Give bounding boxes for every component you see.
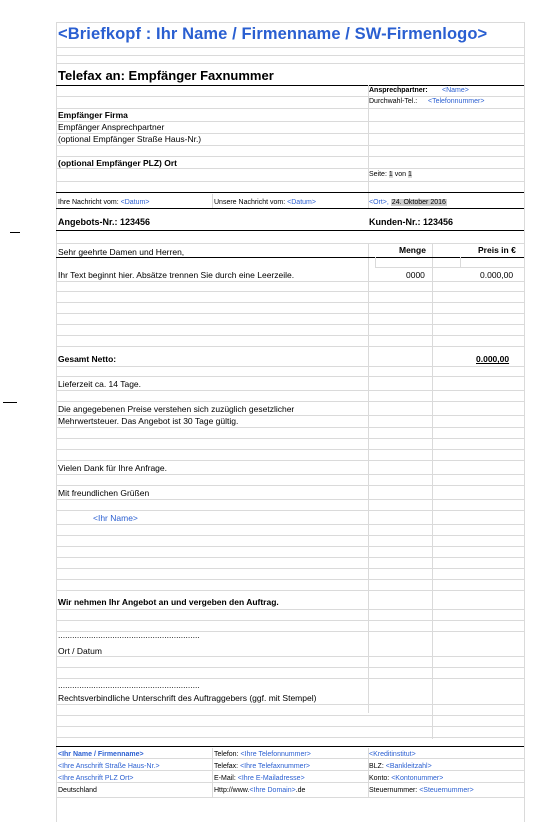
footer-web-suffix: .de xyxy=(295,787,306,794)
recipient-street: (optional Empfänger Straße Haus-Nr.) xyxy=(58,134,202,144)
signature-label: Rechtsverbindliche Unterschrift des Auftraggebers (ggf. mit Stempel) xyxy=(58,693,317,703)
footer-street: <Ihre Anschrift Straße Haus-Nr.> xyxy=(58,763,160,770)
total-label: Gesamt Netto: xyxy=(58,354,117,364)
footer-fax-value: <Ihre Telefaxnummer> xyxy=(240,763,310,770)
footer-company: <Ihr Name / Firmenname> xyxy=(58,751,144,758)
footer-phone-label: Telefon: xyxy=(214,751,239,758)
footer-bank: <Kreditinstitut> xyxy=(369,751,416,758)
footer-city: <Ihre Anschrift PLZ Ort> xyxy=(58,775,134,782)
footer-web-value: <Ihre Domain> xyxy=(249,787,296,794)
page-total: 1 xyxy=(407,171,412,178)
place-date-label: Ort / Datum xyxy=(58,646,102,656)
delivery-time: Lieferzeit ca. 14 Tage. xyxy=(58,379,142,389)
row1-price: 0.000,00 xyxy=(480,270,514,280)
footer-account-value: <Kontonummer> xyxy=(391,775,444,782)
contact-person-value: <Name> xyxy=(442,87,469,94)
footer-blz-value: <Bankleitzahl> xyxy=(385,763,432,770)
footer-email-value: <Ihre E-Mailadresse> xyxy=(237,775,305,782)
row1-text: Ihr Text beginnt hier. Absätze trennen Sie durch eine Leerzeile. xyxy=(58,270,295,280)
recipient-person: Empfänger Ansprechpartner xyxy=(58,122,165,132)
grid-left-border xyxy=(56,22,57,822)
footer-tax-label: Steuernummer: xyxy=(369,787,418,794)
ref-our-message-value: <Datum> xyxy=(287,199,316,206)
page-current: 1 xyxy=(388,171,393,178)
footer-tax-value: <Steuernummer> xyxy=(419,787,474,794)
footer-blz-label: BLZ: xyxy=(369,763,384,770)
ref-place: <Ort>, xyxy=(369,199,389,206)
footer-email-label: E-Mail: xyxy=(214,775,236,782)
place-date-dots: ............................................................ xyxy=(58,630,200,640)
acceptance-heading: Wir nehmen Ihr Angebot an und vergeben den Auftrag. xyxy=(58,597,279,607)
prices-note-line1: Die angegebenen Preise verstehen sich zuzüglich gesetzlicher xyxy=(58,404,295,414)
contact-phone-label: Durchwahl-Tel.: xyxy=(369,98,418,105)
col-quantity-header: Menge xyxy=(399,245,426,255)
footer-fax-label: Telefax: xyxy=(214,763,239,770)
row1-quantity: 0000 xyxy=(406,270,425,280)
page-of: von xyxy=(394,171,407,178)
ref-date: 24. Oktober 2016 xyxy=(391,199,446,206)
footer-fax xyxy=(214,763,310,770)
ref-your-message-label: Ihre Nachricht vom: xyxy=(58,199,119,206)
fold-mark xyxy=(10,232,20,233)
contact-phone-value: <Telefonnummer> xyxy=(428,98,485,105)
letterhead-title: <Briefkopf : Ihr Name / Firmenname / SW-Firmenlogo> xyxy=(58,25,488,43)
footer-account-label: Konto: xyxy=(369,775,390,782)
col-price-header: Preis in € xyxy=(478,245,516,255)
salutation: Sehr geehrte Damen und Herren, xyxy=(58,247,185,257)
ref-our-message xyxy=(214,199,316,206)
offer-number: Angebots-Nr.: 123456 xyxy=(58,217,151,227)
footer-blz xyxy=(369,763,432,770)
recipient-city: (optional Empfänger PLZ) Ort xyxy=(58,158,177,168)
contact-person-label: Ansprechpartner: xyxy=(369,87,428,94)
customer-number: Kunden-Nr.: 123456 xyxy=(369,217,454,227)
ref-place-date xyxy=(369,199,447,206)
greeting-text: Mit freundlichen Grüßen xyxy=(58,488,150,498)
footer-phone-value: <Ihre Telefonnummer> xyxy=(240,751,311,758)
footer-email xyxy=(214,775,305,782)
page-number xyxy=(369,171,412,178)
total-value: 0.000,00 xyxy=(476,354,510,364)
ref-your-message xyxy=(58,199,149,206)
grid-right-border xyxy=(524,22,525,822)
ref-our-message-label: Unsere Nachricht vom: xyxy=(214,199,286,206)
fax-heading: Telefax an: Empfänger Faxnummer xyxy=(58,68,274,83)
punch-mark xyxy=(3,402,17,403)
footer-tax xyxy=(369,787,474,794)
signature-name: <Ihr Name> xyxy=(93,513,138,523)
page-label: Seite: xyxy=(369,171,387,178)
ref-your-message-value: <Datum> xyxy=(120,199,150,206)
footer-phone xyxy=(214,751,311,758)
footer-country: Deutschland xyxy=(58,787,97,794)
recipient-company: Empfänger Firma xyxy=(58,110,128,120)
footer-web xyxy=(214,787,305,794)
footer-account xyxy=(369,775,443,782)
signature-dots: ............................................................ xyxy=(58,680,200,690)
prices-note-line2: Mehrwertsteuer. Das Angebot ist 30 Tage gültig. xyxy=(58,416,239,426)
thanks-text: Vielen Dank für Ihre Anfrage. xyxy=(58,463,167,473)
footer-web-label: Http://www. xyxy=(214,787,250,794)
